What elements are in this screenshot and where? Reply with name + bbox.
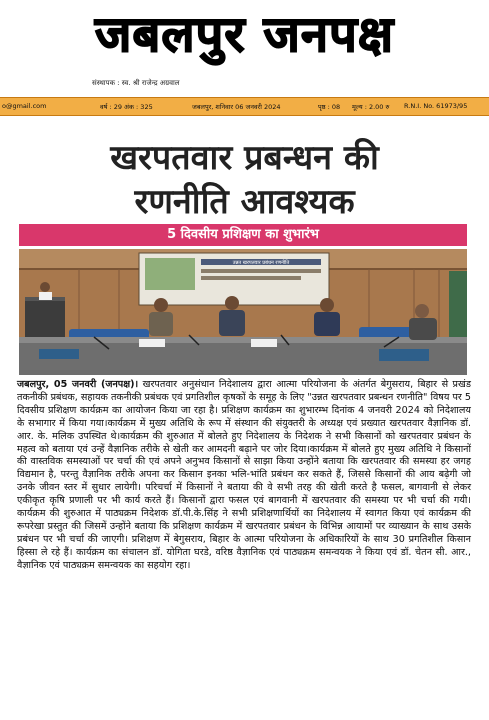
masthead [0,0,489,95]
article-dateline: जबलपुर, 05 जनवरी (जनपक्ष)। [17,379,139,390]
email: o@gmail.com [2,102,47,110]
page-count: पृष्ठ : 08 [318,103,341,111]
article-body [17,379,471,573]
price: मूल्य : 2.00 रु [352,103,390,111]
publication-info-bar [0,97,489,116]
headline-line-1: खरपतवार प्रबन्धन की [110,138,379,178]
screen-banner-text: उन्नत खरपतवार प्रबंधन रणनीति [232,260,290,266]
publication-date: जबलपुर, शनिवार 06 जनवरी 2024 [192,103,281,111]
headline [0,136,489,224]
founder-line: संस्थापक : स्व. श्री राजेन्द्र अग्रवाल [92,79,180,87]
event-photo [19,249,467,375]
rni-number: R.N.I. No. 61973/95 [404,102,468,110]
newspaper-title: जबलपुर जनपक्ष [94,6,394,63]
issue-number: वर्ष : 29 अंक : 325 [100,103,153,111]
subheadline-banner: 5 दिवसीय प्रशिक्षण का शुभारंभ [19,224,467,246]
event-photo-illustration [19,249,467,375]
headline-line-2: रणनीति आवश्यक [134,182,355,222]
article-text: खरपतवार अनुसंधान निदेशालय द्वारा आत्मा परियोजना के अंतर्गत बेगुसराय, बिहार से प्रखंड तकनीकी प्रबंधक, सहायक तकनीकी प्रबंधक एवं प्रगतिशील कृषकों के समूह के लिए "उन्नत खरपतवार प्रबन्धन रणनीति" विषय पर 5 दिवसीय प्रशिक्षण कार्यक्रम का आयोजन किया जा रहा है। प्रशिक्षण कार्यक्रम का शुभारम्भ दिनांक 4 जनवरी 2024 को निदेशालय के सभागार में किया गया।कार्यक्रम में मुख्य अतिथि के रूप में संस्थान की संयुक्तरी के अध्यक्ष एवं प्रख्यात खरपतवार वैज्ञानिक डॉ. आर. के. मलिक उपस्थित थे।कार्यक्रम की शुरुआत में बोलते हुए निदेशालय के निदेशक ने सभी किसानों को खरपतवार प्रबंधन के महत्व को बताया एवं उन्हें वैज्ञानिक तरीके से खेती कर आमदनी बढ़ाने पर जोर दिया।कार्यक्रम में बोलते हुए मुख्य अतिथि ने किसानों की वास्तविक समस्याओं पर चर्चा की एवं अपने अनुभव किसानों से साझा किया उन्होंने बताया कि खरपतवार की समस्या हर जगह विद्यमान है, परन्तु वैज्ञानिक तरीके अपना कर किसान इनका भलि-भांति प्रबंधन कर सकते हैं, जिससे किसानों की आय बढ़ेगी जो उनके जीवन स्तर में सुधार लायेगी। परिचर्चा में किसानों ने बताया की वे सभी तरह की खेती करते है फसल, बागवानी से लेकर एकीकृत कृषि प्रणाली पर भी कार्य करते हैं। किसानों द्वारा फसल एवं बागवानी में खरपतवार की समस्या पर भी चर्चा की गयी। कार्यक्रम की शुरुआत में पाठ्यक्रम निदेशक डॉ.पी.के.सिंह ने सभी प्रशिक्षणार्थियों का निदेशालय में स्वागत किया एवं कार्यक्रम की रूपरेखा प्रस्तुत की जिसमें उन्होंने बताया कि प्रशिक्षण कार्यक्रम में खरपतवार प्रबंधन के विभिन्न आयामों पर व्याख्यान के साथ उसके प्रबंधन पर भी चर्चा की जाएगी। प्रशिक्षण में बेगुसराय, बिहार के आत्मा परियोजना के अधिकारियों के साथ 30 प्रगतिशील किसान हिस्सा ले रहे हैं। कार्यक्रम का संचालन डॉ. योगिता घरडे, वरिष्ठ वैज्ञानिक एवं पाठ्यक्रम समन्वयक ने किया एवं डॉ. चेतन सी. आर., वैज्ञानिक एवं पाठ्यक्रम समन्वयक का सहयोग रहा। [17,379,471,571]
